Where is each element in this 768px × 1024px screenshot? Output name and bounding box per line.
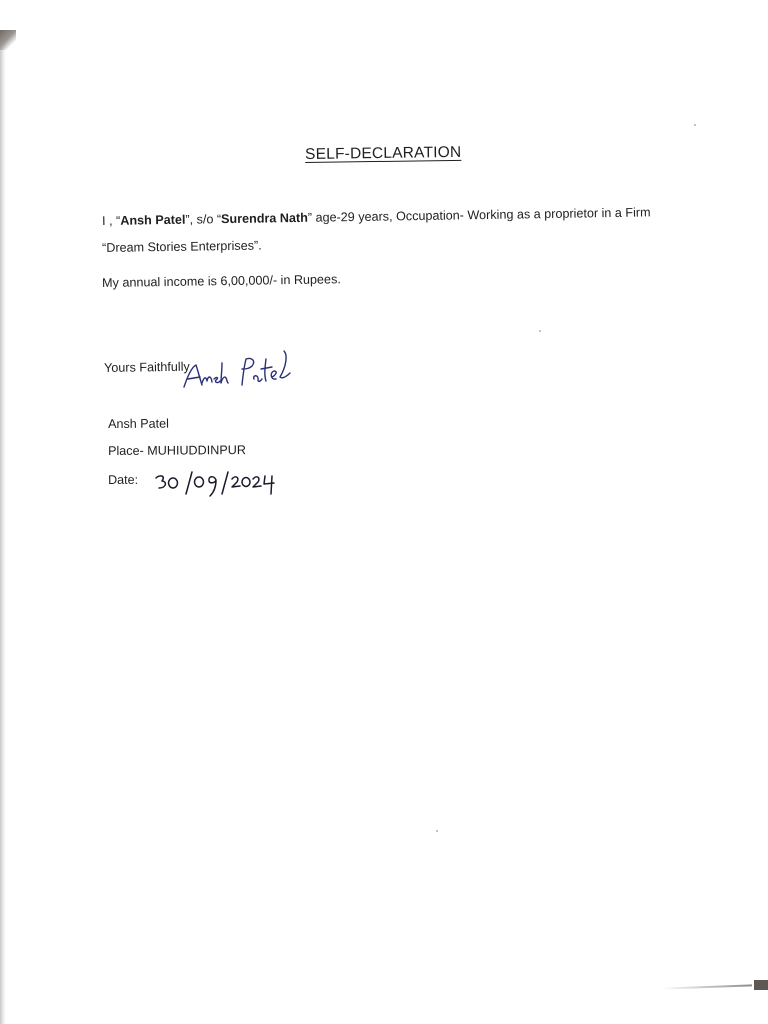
closing-salutation: Yours Faithfully — [104, 359, 190, 375]
page-corner-bottom-right — [662, 980, 768, 990]
declaration-firm-line: “Dream Stories Enterprises”. — [102, 238, 262, 255]
income-statement: My annual income is 6,00,000/- in Rupees. — [102, 272, 341, 290]
scan-speck — [694, 124, 696, 126]
document-title: SELF-DECLARATION — [305, 143, 462, 163]
page-corner-top-left — [0, 30, 16, 50]
father-name: Surendra Nath — [220, 210, 308, 227]
handwritten-date — [152, 468, 282, 500]
scan-speck — [436, 830, 438, 832]
date-label: Date: — [108, 472, 139, 487]
scan-speck — [539, 330, 541, 332]
declaration-details: ” age-29 years, Occupation- Working as a proprietor in a Firm — [307, 205, 651, 225]
declaration-prefix: I , “ — [102, 213, 121, 228]
declaration-line-1 — [102, 205, 651, 229]
signatory-name: Ansh Patel — [108, 416, 170, 431]
declarant-name: Ansh Patel — [120, 212, 186, 228]
page-left-edge-shadow — [0, 30, 6, 1024]
place-field: Place- MUHIUDDINPUR — [108, 443, 246, 458]
handwritten-signature — [180, 345, 310, 395]
declaration-so-prefix: ”, s/o “ — [185, 212, 222, 227]
